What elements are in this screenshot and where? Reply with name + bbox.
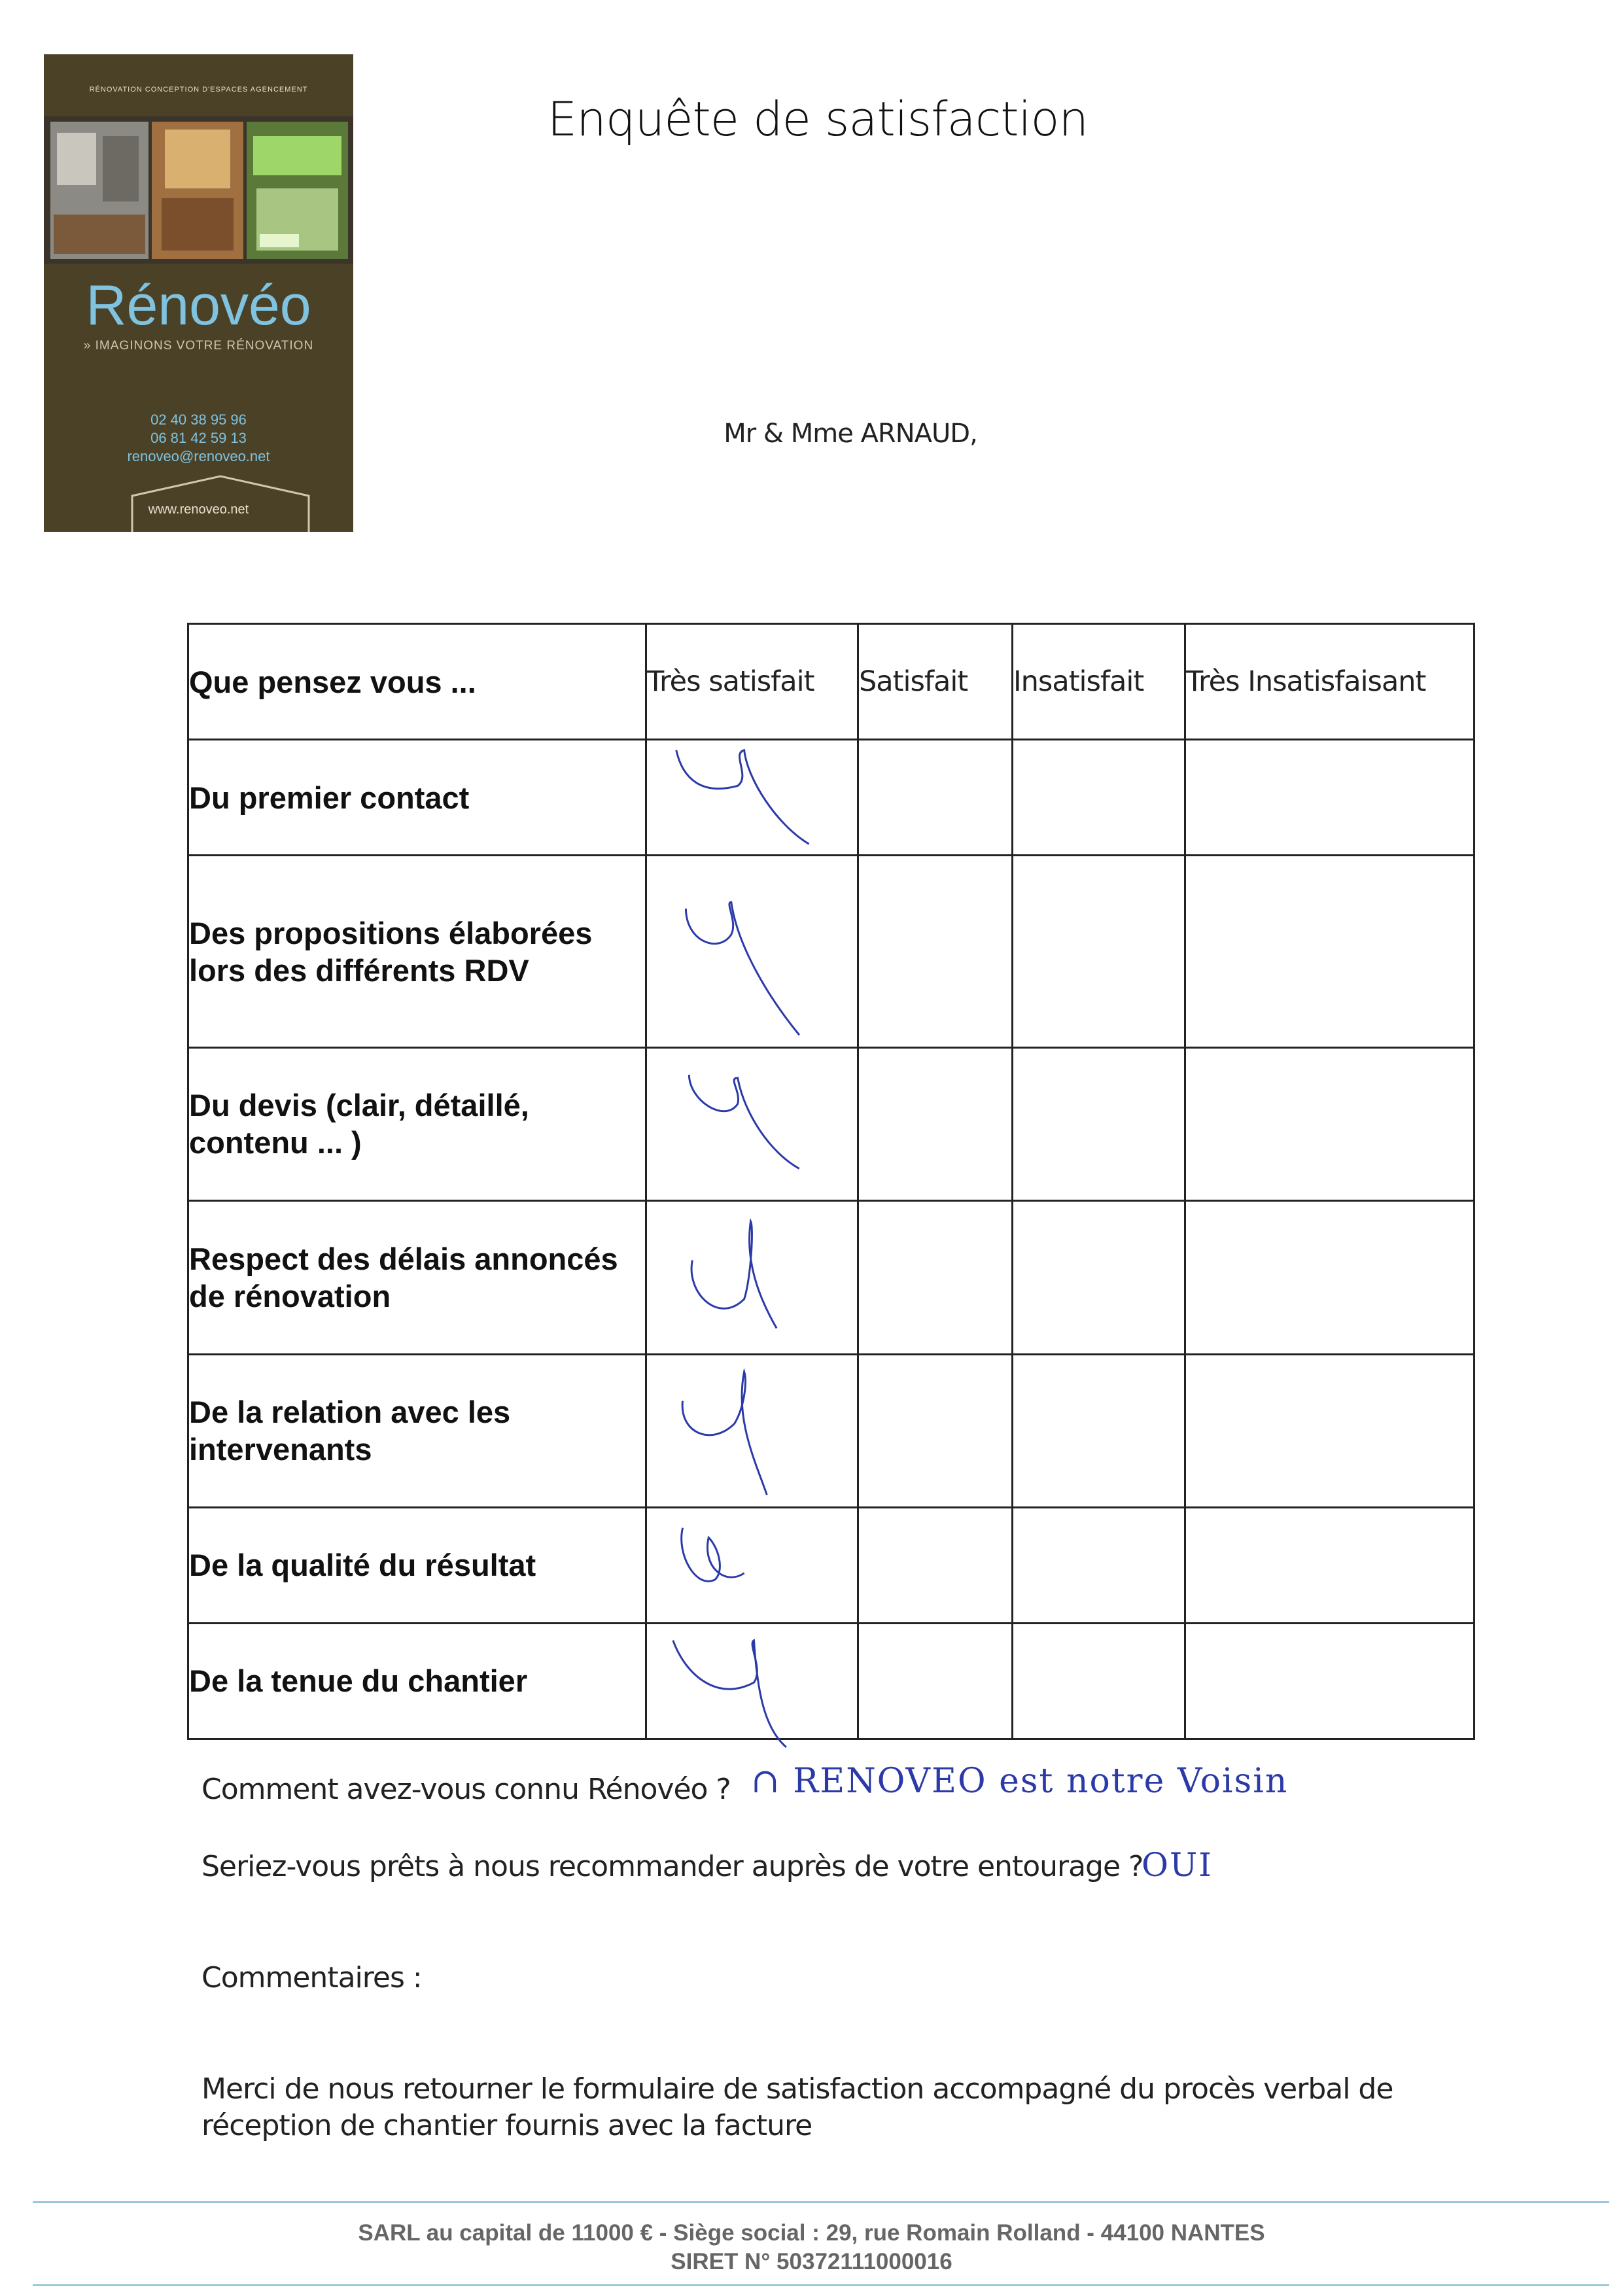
card-photo-strip — [44, 116, 353, 264]
recommend-answer[interactable]: OUI — [1142, 1846, 1213, 1884]
checkbox-cell-very-satisfied[interactable] — [646, 1355, 858, 1508]
how-known-question: Comment avez-vous connu Rénovéo ? — [201, 1773, 731, 1806]
table-row — [188, 1623, 1475, 1739]
card-tagline: RÉNOVATION CONCEPTION D'ESPACES AGENCEMENT — [89, 86, 308, 94]
question-label: De la relation avec les intervenants — [188, 1355, 646, 1508]
recommend-question: Seriez-vous prêts à nous recommander auprès de votre entourage ? — [201, 1850, 1143, 1883]
checkbox-cell-very-dissatisfied[interactable] — [1185, 1200, 1475, 1355]
option-header-satisfied: Satisfait — [858, 624, 1013, 740]
checkbox-cell-satisfied[interactable] — [858, 1048, 1013, 1201]
how-known-answer[interactable]: ∩ RENOVEO est notre Voisin — [751, 1762, 1289, 1801]
option-header-very-dissatisfied: Très Insatisfaisant — [1185, 624, 1475, 740]
table-row — [188, 1048, 1475, 1201]
table-header-row — [188, 624, 1475, 740]
closing-line-1: Merci de nous retourner le formulaire de satisfaction accompagné du procès verbal de — [201, 2072, 1393, 2106]
checkbox-cell-very-dissatisfied[interactable] — [1185, 1623, 1475, 1739]
card-contact-block — [44, 411, 353, 466]
checkbox-cell-very-dissatisfied[interactable] — [1185, 1507, 1475, 1623]
checkbox-cell-very-satisfied[interactable] — [646, 1200, 858, 1355]
handwritten-check-icon — [647, 1049, 857, 1200]
question-label: Des propositions élaborées lors des différents RDV — [188, 856, 646, 1048]
table-row — [188, 1507, 1475, 1623]
card-brand-name: Rénovéo — [86, 274, 311, 337]
option-header-very-satisfied: Très satisfait — [646, 624, 858, 740]
handwritten-check-icon — [647, 1355, 857, 1506]
checkbox-cell-very-dissatisfied[interactable] — [1185, 740, 1475, 856]
company-card-logo — [44, 54, 353, 532]
checkbox-cell-dissatisfied[interactable] — [1013, 1507, 1185, 1623]
table-row — [188, 1355, 1475, 1508]
checkbox-cell-satisfied[interactable] — [858, 740, 1013, 856]
checkbox-cell-very-satisfied[interactable] — [646, 1507, 858, 1623]
checkbox-cell-satisfied[interactable] — [858, 1623, 1013, 1739]
comments-label: Commentaires : — [201, 1961, 422, 1994]
checkbox-cell-dissatisfied[interactable] — [1013, 740, 1185, 856]
checkbox-cell-dissatisfied[interactable] — [1013, 1355, 1185, 1508]
checkbox-cell-satisfied[interactable] — [858, 1355, 1013, 1508]
checkbox-cell-very-satisfied[interactable] — [646, 856, 858, 1048]
footer-divider-bottom — [33, 2284, 1609, 2286]
checkbox-cell-satisfied[interactable] — [858, 856, 1013, 1048]
checkbox-cell-satisfied[interactable] — [858, 1200, 1013, 1355]
recipient-name: Mr & Mme ARNAUD, — [724, 419, 977, 449]
handwritten-check-icon — [647, 1202, 857, 1354]
page-title: Enquête de satisfaction — [547, 92, 1089, 147]
card-email: renoveo@renoveo.net — [127, 448, 270, 464]
checkbox-cell-very-dissatisfied[interactable] — [1185, 856, 1475, 1048]
satisfaction-table — [187, 623, 1475, 1740]
closing-instructions — [201, 2071, 1444, 2144]
checkbox-cell-very-dissatisfied[interactable] — [1185, 1355, 1475, 1508]
handwritten-check-icon — [647, 856, 857, 1047]
question-label: Respect des délais annoncés de rénovation — [188, 1200, 646, 1355]
card-phone-1: 02 40 38 95 96 — [150, 411, 247, 428]
handwritten-check-icon — [647, 1508, 857, 1622]
question-column-header: Que pensez vous ... — [188, 624, 646, 740]
question-label: De la tenue du chantier — [188, 1623, 646, 1739]
table-row — [188, 740, 1475, 856]
closing-line-2: réception de chantier fournis avec la facture — [201, 2109, 812, 2142]
checkbox-cell-very-satisfied[interactable] — [646, 740, 858, 856]
checkbox-cell-very-satisfied[interactable] — [646, 1623, 858, 1739]
table-row — [188, 1200, 1475, 1355]
footer-siret: SIRET N° 50372111000016 — [671, 2249, 952, 2274]
checkbox-cell-very-satisfied[interactable] — [646, 1048, 858, 1201]
card-slogan: » IMAGINONS VOTRE RÉNOVATION — [83, 339, 314, 353]
checkbox-cell-dissatisfied[interactable] — [1013, 1048, 1185, 1201]
question-label: De la qualité du résultat — [188, 1507, 646, 1623]
footer-divider-top — [33, 2201, 1609, 2203]
question-label: Du devis (clair, détaillé, contenu ... ) — [188, 1048, 646, 1201]
question-label: Du premier contact — [188, 740, 646, 856]
checkbox-cell-very-dissatisfied[interactable] — [1185, 1048, 1475, 1201]
card-phone-2: 06 81 42 59 13 — [150, 430, 247, 446]
handwritten-check-icon — [647, 1624, 857, 1738]
checkbox-cell-dissatisfied[interactable] — [1013, 856, 1185, 1048]
checkbox-cell-dissatisfied[interactable] — [1013, 1200, 1185, 1355]
checkbox-cell-dissatisfied[interactable] — [1013, 1623, 1185, 1739]
option-header-dissatisfied: Insatisfait — [1013, 624, 1185, 740]
table-row — [188, 856, 1475, 1048]
footer-company-info: SARL au capital de 11000 € - Siège social : 29, rue Romain Rolland - 44100 NANTES — [358, 2220, 1265, 2246]
checkbox-cell-satisfied[interactable] — [858, 1507, 1013, 1623]
card-website: www.renoveo.net — [148, 502, 249, 517]
handwritten-check-icon — [647, 740, 857, 854]
